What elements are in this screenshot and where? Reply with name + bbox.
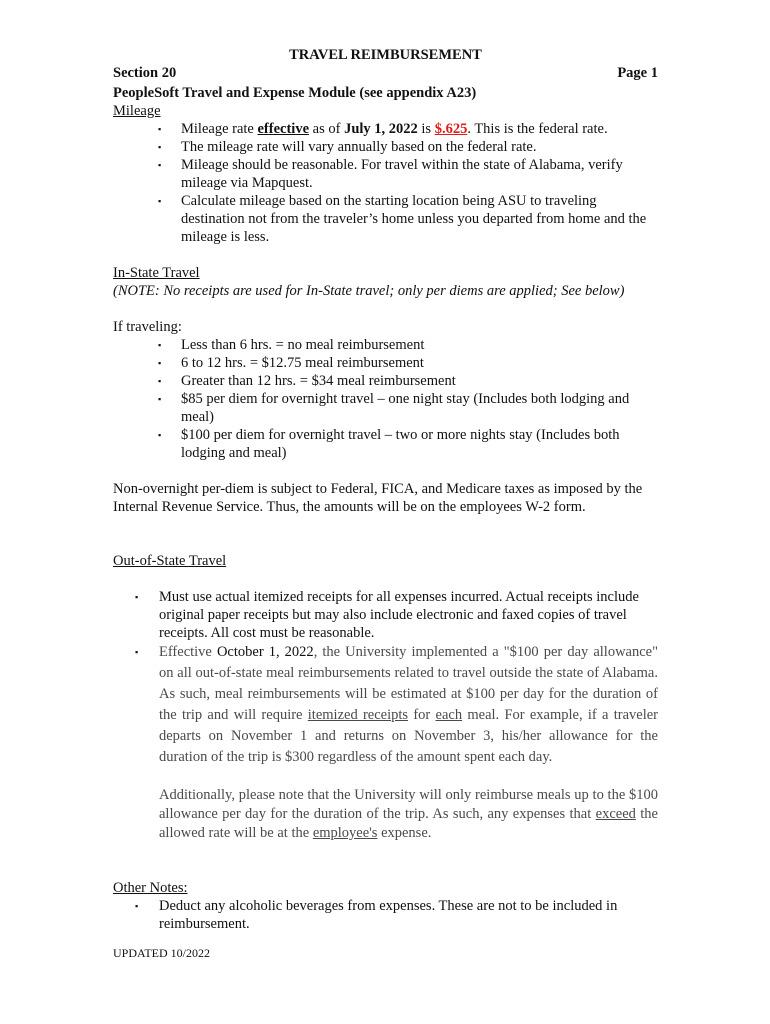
itemized-receipts-text: itemized receipts: [307, 707, 409, 723]
module-heading: PeopleSoft Travel and Expense Module (see appendix A23): [113, 85, 477, 101]
out-of-state-heading: Out-of-State Travel: [113, 553, 227, 569]
effective-date: July 1, 2022: [344, 121, 418, 137]
list-item: ▪ Less than 6 hrs. = no meal reimbursement: [158, 337, 425, 353]
list-item: ▪ Calculate mileage based on the starting location being ASU to traveling destination not from the traveler’s home unless you departed from home and the mileage is less.: [158, 193, 647, 245]
list-item: ▪ $85 per diem for overnight travel – one night stay (Includes both lodging and meal): [158, 391, 630, 425]
list-item: ▪ Greater than 12 hrs. = $34 meal reimbursement: [158, 373, 456, 389]
bullet-icon: ▪: [158, 160, 162, 170]
list-item: ▪ Mileage rate effective as of July 1, 2022 is $.625. This is the federal rate.: [158, 121, 608, 137]
bullet-icon: ▪: [135, 901, 139, 911]
each-text: each: [435, 707, 463, 723]
bullet-icon: ▪: [158, 376, 162, 386]
document-page: [113, 46, 658, 933]
effective-text: effective: [257, 121, 310, 137]
bullet-icon: ▪: [158, 430, 162, 440]
employee-text: employee's: [312, 825, 378, 841]
tax-note: Non-overnight per-diem is subject to Federal, FICA, and Medicare taxes as imposed by the Internal Revenue Service. Thus, the amounts will be on the employees W-2 form.: [113, 481, 643, 515]
bullet-icon: ▪: [135, 592, 139, 602]
mileage-list: [113, 120, 658, 246]
other-notes-list: [113, 897, 658, 933]
list-item: ▪ The mileage rate will vary annually based on the federal rate.: [158, 139, 537, 155]
bullet-icon: ▪: [158, 340, 162, 350]
list-item: ▪ Mileage should be reasonable. For travel within the state of Alabama, verify mileage via Mapquest.: [158, 157, 623, 191]
page-number: Page 1: [617, 65, 658, 81]
bullet-icon: ▪: [158, 358, 162, 368]
bullet-icon: ▪: [158, 124, 162, 134]
section-label: Section 20: [113, 65, 177, 81]
effective-date-2: October 1, 2022: [216, 644, 314, 660]
section-header-row: [113, 64, 658, 84]
list-item: ▪ Deduct any alcoholic beverages from expenses. These are not to be included in reimbursement.: [135, 898, 618, 932]
list-item: ▪ Must use actual itemized receipts for all expenses incurred. Actual receipts include original paper receipts but may also include electronic and faxed copies of travel receipts. All cost must be reasonable.: [135, 589, 639, 641]
bullet-icon: ▪: [135, 647, 139, 657]
list-item: ▪ $100 per diem for overnight travel – two or more nights stay (Includes both lodging and meal): [158, 427, 620, 461]
bullet-icon: ▪: [158, 196, 162, 206]
exceed-text: exceed: [595, 806, 636, 822]
list-item: ▪ 6 to 12 hrs. = $12.75 meal reimbursement: [158, 355, 424, 371]
additional-note: Additionally, please note that the University will only reimburse meals up to the $100 allowance per day for the duration of the trip. As such, any expenses that exceed the allowed rate will be at the employee's expense.: [159, 787, 658, 841]
bullet-icon: ▪: [158, 142, 162, 152]
other-notes-heading: Other Notes:: [113, 880, 188, 896]
mileage-rate: $.625: [434, 121, 468, 137]
updated-footer: UPDATED 10/2022: [113, 946, 211, 960]
bullet-icon: ▪: [158, 394, 162, 404]
if-traveling-label: If traveling:: [113, 319, 182, 335]
mileage-heading: Mileage: [113, 103, 161, 119]
list-item: ▪ Effective October 1, 2022, the University implemented a "$100 per day allowance" on all out-of-state meal reimbursements related to travel outside the state of Alabama. As such, meal reimbursements will be estimated at $100 per day for the duration of the trip and will require itemized receipts for each meal. For example, if a traveler departs on November 1 and returns on November 3, his/her allowance for the duration of the trip is $300 regardless of the amount spent each day.: [135, 644, 659, 765]
out-of-state-list: [113, 588, 658, 768]
in-state-heading: In-State Travel: [113, 265, 200, 281]
document-title: TRAVEL REIMBURSEMENT: [289, 47, 482, 63]
in-state-note: (NOTE: No receipts are used for In-State travel; only per diems are applied; See below): [113, 283, 625, 299]
in-state-list: [113, 336, 658, 462]
